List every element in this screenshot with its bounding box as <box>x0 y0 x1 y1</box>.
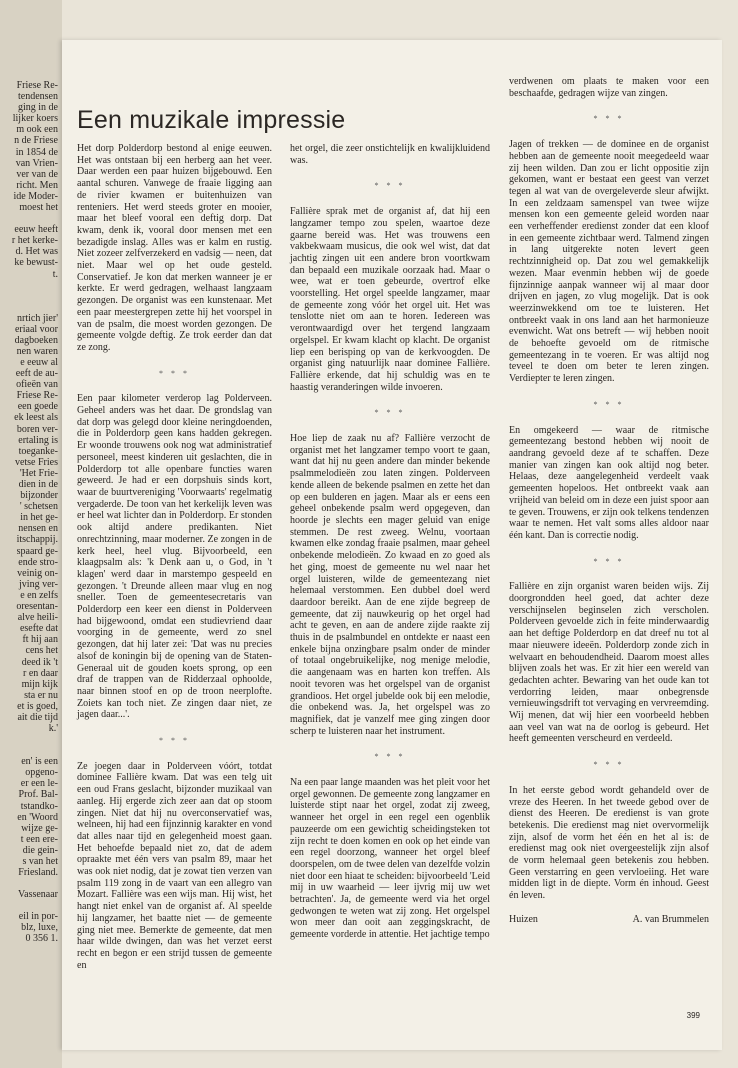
previous-page-line: en 'Woord <box>17 811 58 823</box>
paragraph: Het dorp Polderdorp bestond al enige eeuwen. Het was ontstaan bij een herberg aan het veer. Daar werden een paar huizen bijgebouwd. Een aantal schuren. Vanwege de fraaie ligging aan de rivier kwamen er buitenhuizen van renteniers. Het werd steeds groter en mooier, maar het bleef vooral een deftig dorp. Dat kwam, denk ik, vooral door mensen met een bezadigde inslag. Alles was er kalm en rustig. Niet zozeer zelfverzekerd en vadsig — neen, dat niet. Maar wel op het oude gesteld. Conservatief. Je kon dat merken wanneer je er kerkte. Er werd gedragen, welhaast langzaam gezongen. De organist was een kunstenaar. Met een paar meestergrepen zette hij het voorspel in van de psalm, die moest worden gezongen. De gemeente volgde deftig. Ze trok eerder dan dat ze zong. <box>77 143 272 353</box>
column-1 <box>77 143 272 971</box>
previous-page-line <box>0 878 58 889</box>
previous-page-line: ende stro- <box>18 556 58 568</box>
previous-page-line: ide Moder- <box>13 190 58 202</box>
paragraph: Fallière en zijn organist waren beiden wijs. Zij doorgrondden heel goed, dat achter deze verschijnselen beginselen zich verscholen. Polderveen gevoelde zich in feite minderwaardig aan het deftige Polderdorp en dat dreef nu tot al maar nieuwere ideeën. Polderdorp zonde zich in welvaart en behoudendheid. Daarom moest alles blijven zoals het was. Er zit hier een wereld van gedachten achter. Bewaring van het oude kan tot verdorring leiden, maar onbegrensde vernieuwingsdrift tot vervaging en vervreemding. Wij menen, dat wij hier een voorbeeld hebben aan veel van wat na de oorlog is gebeurd. Het heeft gemeenten verscheurd en verdeeld. <box>509 581 709 745</box>
previous-page-line: r het kerke- <box>11 235 58 247</box>
previous-page-line: opgeno- <box>25 767 58 779</box>
section-separator: * * * <box>593 760 625 770</box>
article-signature <box>509 914 709 926</box>
previous-page-line: in het ge- <box>20 512 58 524</box>
previous-page-line: tstandko- <box>20 800 58 812</box>
previous-page-line: n de Friese <box>14 135 58 147</box>
previous-page-line: Friesland. <box>18 867 58 879</box>
previous-page-line: m ook een <box>16 124 58 136</box>
section-separator: * * * <box>374 752 406 762</box>
previous-page-line: e en zelfs <box>20 589 58 601</box>
paragraph: En omgekeerd — waar de ritmische gemeentezang bestond hebben wij nooit de aandrang gevoeld deze af te schaffen. Deze manier van zingen kan ook altijd nog beter. Helaas, deze aangelegenheid verdeelt vaak gemeenten hopeloos. Het ontbreekt vaak aan vrijheid van beleid om in deze een juist spoor aan te geven. Trouwens, er zijn ook telkens tendenzen waar te nemen. Het valt soms alles aldoor naar één kant. Dan is correctie nodig. <box>509 424 709 541</box>
previous-page-line: dagboeken <box>14 334 58 346</box>
previous-page-line <box>0 734 58 745</box>
previous-page-line: alve heili- <box>17 612 58 624</box>
previous-page-line: nensen en <box>18 523 58 535</box>
previous-page-line: moest het <box>19 202 58 214</box>
paragraph: het orgel, die zeer onstichtelijk en kwalijkluidend was. <box>290 143 490 166</box>
previous-page-line: eeuw heeft <box>14 224 58 236</box>
previous-page-line: et is goed, <box>17 700 58 712</box>
previous-page-line: ait die tijd <box>17 711 58 723</box>
paragraph: Een paar kilometer verderop lag Polderveen. Geheel anders was het daar. De grondslag van dat dorp was gelegd door kleine neringdoenden, die in Polderdorp geen kans hadden gekregen. Er woonde trouwens ook nog wat administratief personeel, meest kinderen uit geslachten, die in Polderdorp tot alle openbare functies waren geweerd. Je had er een dorpshuis sinds kort, waar de buurtvereniging 'Voorwaarts' regelmatig vergaderde. De toon van het kerkelijk leven was er heel wat lichter dan in Polderdorp. Er stonden ook altijd andere predikanten. Niet onrechtzinning, maar moderner. Ze zongen in de kerk heel, heel vlug. Bijvoorbeeld, een klaagpsalm als: 'k Denk aan u, o God, in 't klagen' werd daar in marstempo gespeeld en gezongen. 't Dreunde alleen maar vlug en nog sneller. Toen de gemeentesecretaris van Polderdorp een keer een dienst in Polderveen had bijgewoond, omdat een studievriend daar voorging in de gemeente, werd zo snel gezongen, dat hij later zei: 'Dat was nu precies alsof de koningin bij de opening van de Staten-Generaal uit de gouden koets sprong, op een draf de trappen van de Ridderzaal ophoolde, naar binnen stoof en op de troon neerplofte. Zoiets kan toch niet. Ze zingen daar niet, ze jagen daar...'. <box>77 393 272 721</box>
previous-page-line: ertaling is <box>18 434 58 446</box>
previous-page-line: eil in por- <box>18 911 58 923</box>
previous-page-line: d. Het was <box>15 246 58 258</box>
previous-page-line: nrtich jier' <box>17 312 58 324</box>
previous-page-line: ging in de <box>18 102 58 114</box>
previous-page-line: e eeuw al <box>20 356 58 368</box>
paragraph: verdwenen om plaats te maken voor een beschaafde, gedragen wijze van zingen. <box>509 76 709 99</box>
previous-page-line <box>0 900 58 911</box>
signature-place: Huizen <box>509 913 538 925</box>
previous-page-line: Friese Re- <box>16 80 58 91</box>
previous-page-text <box>0 80 58 980</box>
previous-page-line: eeft de au- <box>15 368 58 380</box>
section-separator: * * * <box>593 399 625 409</box>
previous-page-line: deed ik 't <box>21 656 58 668</box>
previous-page-line: mijn kijk <box>21 678 58 690</box>
previous-page-line: Vassenaar <box>18 889 58 901</box>
previous-page-line: cens het <box>25 645 58 657</box>
previous-page-line <box>0 291 58 302</box>
previous-page-line: ' schetsen <box>19 501 58 513</box>
previous-page-line: van Vrien- <box>15 157 58 169</box>
previous-page-line: 0 356 1. <box>25 933 58 945</box>
previous-page-line <box>0 745 58 756</box>
signature-author: A. van Brummelen <box>632 913 709 925</box>
previous-page-line: esefte dat <box>19 623 58 635</box>
previous-page-line: t. <box>52 268 58 280</box>
section-separator: * * * <box>374 408 406 418</box>
magazine-page <box>62 40 722 1050</box>
previous-page-line: in 1854 de <box>15 146 58 158</box>
previous-page-line: blz, luxe, <box>21 922 58 934</box>
previous-page-line: die gein- <box>22 844 58 856</box>
previous-page-line: ke bewust- <box>14 257 58 269</box>
previous-page-line: t een ere- <box>20 833 58 845</box>
article-title: Een muzikale impressie <box>77 106 346 134</box>
previous-page-line: Prof. Bal- <box>18 789 58 801</box>
page-number: 399 <box>686 1011 700 1020</box>
previous-page-line: wijze ge- <box>21 822 58 834</box>
section-separator: * * * <box>159 368 190 378</box>
previous-page-line: vetse Fries <box>14 456 58 468</box>
paragraph: Jagen of trekken — de dominee en de organist hebben aan de gemeente nooit meegedeeld waar zij heen wilden. Dan zou er licht oppositie zijn gekomen, want er bestaat een geest van verzet tegen al wat van de overgeleverde sleur afwijkt. In een zeldzaam samenspel van twee wijze mensen kon een gemeente geleid worden naar een verheffender eredienst zonder dat een kloof in een gemeente zichtbaar werd. Talmend zingen in lang uitgerekte noten levert geen rechtzinnigheid op. Dat zou wel gemakkelijk wezen. Maar evenmin hebben wij de goede fijnzinnige aanpak wanneer wij al maar door drijven en jagen, zo vlug mogelijk. Dat is ook weerzinwekkend om toe te luisteren. Het ontbreekt vaak in ons land aan het harmonieuze evenwicht. Wat ons betreft — wij hebben nooit de behoefte gevoeld om de ritmische gemeentezang in te voeren. Er was altijd nog teveel te doen om beter te leren zingen. Verdiepter te leren zingen. <box>509 139 709 385</box>
section-separator: * * * <box>593 114 625 124</box>
paragraph: Na een paar lange maanden was het pleit voor het orgel gewonnen. De gemeente zong langzamer en luisterde stipt naar het orgel, zodat zij zweeg, wanneer het orgel in een regel een ogenblik pauzeerde om een gewichtig scheidingsteken tot zijn recht te doen komen en ook op het einde van een regel doorzong, wanneer het orgel bleef doorspelen, om de twee delen van dezelfde volzin niet door een hiaat te scheiden: bijvoorbeeld 'Leid mij in uw waarheid — leer ijvrig mij uw wet betrachten'. Ja, de gemeente werd via het orgel gedwongen te weten wat zij zong. Het orgelspel won meer dan ooit aan zeggingskracht, de gemeente vorderde in attentie. Het jachtige tempo <box>290 777 490 941</box>
previous-page-line: sta er nu <box>24 689 58 701</box>
previous-page-line: en' is een <box>21 756 58 768</box>
previous-page-line: toeganke- <box>18 445 58 457</box>
previous-page-line: lijker koers <box>12 113 58 125</box>
paragraph: Fallière sprak met de organist af, dat hij een langzamer tempo zou spelen, waartoe deze gaarne bereid was. Het was trouwens een vakbekwaam musicus, die ook wel wist, dat dat jachtig zingen uit een andere bron voortkwam dan bepaald een muzikale oorzaak had. Maar o wee, wat er toen gebeurde, overtrof elke voorstelling. Het orgel speelde langzamer, maar de gemeente zong vóór het orgel uit. Het was tenslotte niet om aan te horen. Iedereen was verontwaardigd over het tergend langzaam orgelspel. Er kwam klacht op klacht. De organist liep een berisping op van de kerkvoogden. De organist ging natuurlijk naar dominee Fallière. Fallière erkende, dat hij schuldig was en te haastig veranderingen wilde invoeren. <box>290 206 490 393</box>
previous-page-line: ver van de <box>16 168 58 180</box>
previous-page-line: k.' <box>48 723 58 735</box>
previous-page-line: r en daar <box>23 667 58 679</box>
previous-page-line: ofieën van <box>16 379 58 391</box>
previous-page-line: richt. Men <box>16 179 58 191</box>
previous-page-line: Friese Re- <box>16 390 58 402</box>
previous-page-line: ek leest als <box>14 412 58 424</box>
section-separator: * * * <box>374 181 406 191</box>
previous-page-line <box>0 302 58 313</box>
previous-page-line: 'Het Frie- <box>19 467 58 479</box>
section-separator: * * * <box>159 736 190 746</box>
paragraph: Ze joegen daar in Polderveen vóórt, totdat dominee Fallière kwam. Dat was een telg uit een oud Frans geslacht, bijzonder muzikaal van aanleg. Hij ergerde zich zeer aan dat op stoom zingen. Niet dat hij nu overconservatief was, welneen, hij had een fijnzinnig karakter en vond dat alles naar tijd en gelegenheid moest gaan. Het behoefde bepaald niet zo, dat de adem opraakte met één vers van psalm 89, maar het was ook niet nodig, dat je zowat tien verzen van psalm 119 zong in de vaart van een allegro van Mozart. Fallière was een wijs man. Hij wist, het hangt niet enkel van de organist af. Al speelde hij langzamer, het baatte niet — de gemeente ging niet mee. Bemerkte de gemeente, dat men haar wilde dwingen, dan was het verzet eerst recht en begon er een strijd tussen de gemeente en <box>77 760 272 971</box>
previous-page-line: ft hij aan <box>22 634 58 646</box>
paragraph: Hoe liep de zaak nu af? Fallière verzocht de organist met het langzamer tempo voort te gaan, want dat hij nu geen andere dan minder bekende psalmmelodieën zou laten zingen. Polderveen kende alleen de bekende psalmen en zette het dan op een bulderen en jagen. Maar als er eens een geheel onbekende psalm werd opgegeven, dan hoorde je slechts een mager geluid van enige stemmen. De rest zweeg. Welnu, voortaan kwamen elke zondag fraaie psalmen, maar geheel onbekende melodieën. Zo kwaad en zo goed als het ging, moest de gemeente nu wel naar het orgel luisteren, wilde de gemeentezang niet helemaal verstommen. Een dubbel doel werd daardoor bereikt. Aan de ene zijde begreep de gemeente, dat zij nauwkeurig op het orgel had acht te geven, en aan de andere zijde raakte zij thuis in de psalmbundel en ontdekte er naast een enkele bijna onzingbare psalm onder de minder of totaal ongebruikelijke, nog menige melodie, die aangenaam was en harten kon treffen. Als nooit tevoren was het orgelspel van de organist grandioos. Het orgel jubelde ook bij een melodie, die onbekend was. Ja, het orgelspel was zo magnifiek, dat je vanzelf mee ging zingen door scherp te luisteren naar het instrument. <box>290 433 490 737</box>
previous-page-line: oresentan- <box>16 601 58 613</box>
previous-page-line: er een le- <box>20 778 58 790</box>
column-2 <box>290 143 490 941</box>
previous-page-line: tendensen <box>18 91 58 103</box>
previous-page-line <box>0 213 58 224</box>
previous-page-line: s van het <box>22 856 58 867</box>
column-3 <box>509 76 709 926</box>
previous-page-edge <box>0 0 62 1068</box>
section-separator: * * * <box>593 556 625 566</box>
paragraph: In het eerste gebod wordt gehandeld over de vreze des Heeren. In het tweede gebod over de dienst des Heeren. De eredienst is van grote betekenis. Die eredienst mag niet overvormelijk zijn, alsof de vorm het één en het al is: de eredienst mag ook niet overgeestelijk zijn alsof de vorm helemaal geen betekenis zou hebben. Geen verstarring en geen vervloeiing. Het ware midden ligt in de diepte. Vorm én inhoud. Geest én leven. <box>509 784 709 902</box>
previous-page-line: nen waren <box>16 345 58 357</box>
previous-page-line: dien in de <box>18 479 58 490</box>
previous-page-line: boren ver- <box>16 423 58 435</box>
previous-page-line: spaard ge- <box>16 545 58 557</box>
previous-page-line <box>0 280 58 291</box>
previous-page-line: een goede <box>17 401 58 413</box>
previous-page-line: bijzonder <box>20 490 58 502</box>
previous-page-line: veinig on- <box>17 567 58 579</box>
previous-page-line: jving ver- <box>19 578 58 590</box>
previous-page-line: itschappij. <box>16 534 58 546</box>
previous-page-line: eriaal voor <box>14 323 58 335</box>
